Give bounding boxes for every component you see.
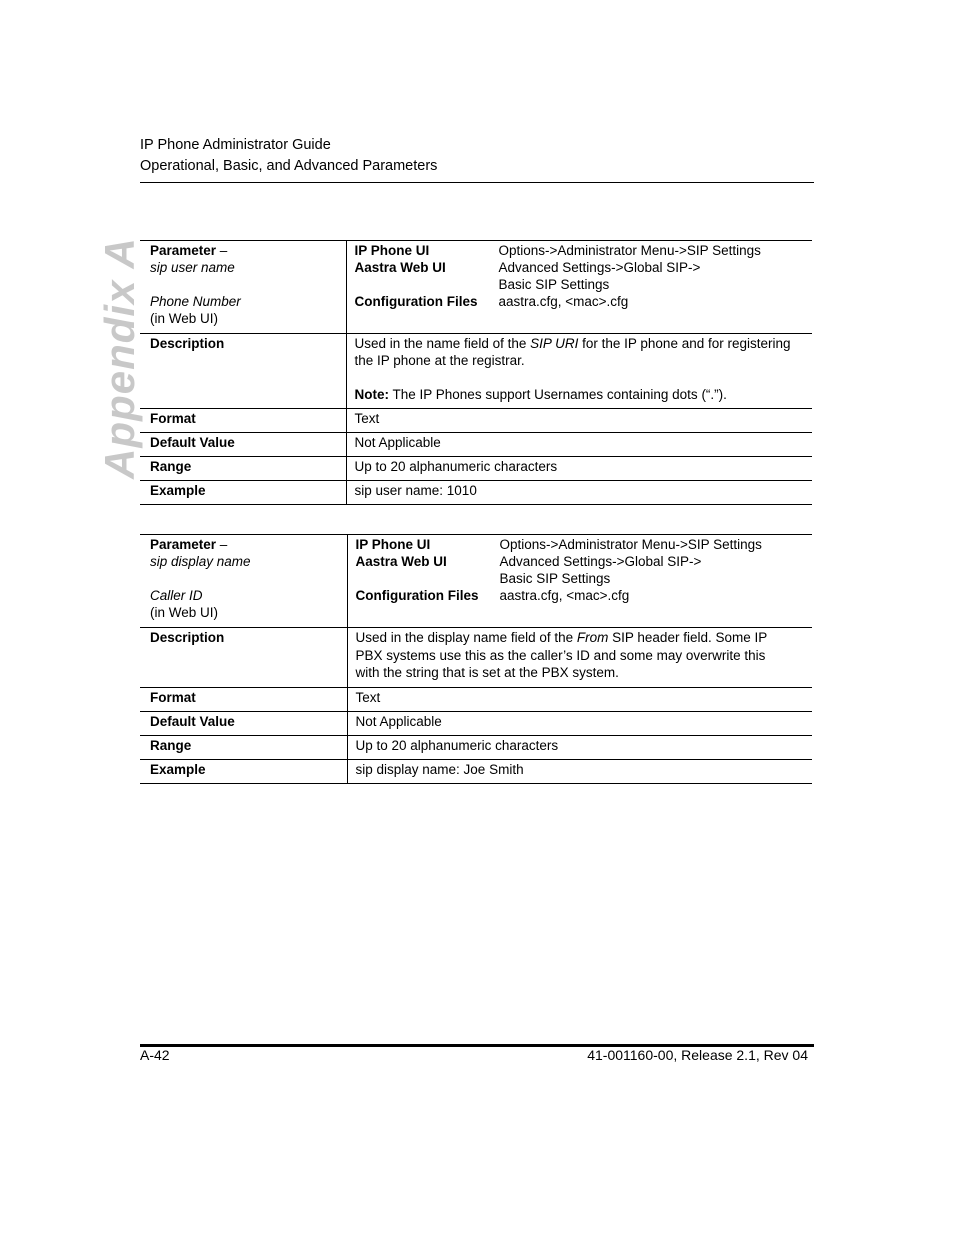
description-cell [347, 628, 812, 688]
table-row-parameter [140, 241, 812, 334]
example-value: sip display name: Joe Smith [347, 759, 812, 783]
description-label: Description [140, 334, 346, 409]
default-value-value: Not Applicable [346, 433, 812, 457]
aastra-web-ui-label: Aastra Web UI [355, 554, 447, 569]
aastra-web-ui-path: Advanced Settings->Global SIP-> [499, 554, 702, 569]
table-row-example [140, 481, 812, 505]
range-label: Range [140, 457, 346, 481]
parameter-label: Parameter [150, 537, 217, 552]
configuration-files-label: Configuration Files [355, 588, 479, 603]
aastra-web-ui-path-cont: Basic SIP Settings [498, 277, 610, 292]
web-ui-name: Caller ID [150, 588, 203, 603]
ip-phone-ui-label: IP Phone UI [354, 243, 430, 258]
table-row-range [140, 735, 812, 759]
format-value: Text [347, 687, 812, 711]
table-row-description [140, 628, 812, 688]
table-row-default-value [140, 711, 812, 735]
parameter-name: sip user name [150, 260, 235, 275]
default-value-label: Default Value [140, 433, 346, 457]
ip-phone-ui-path: Options->Administrator Menu->SIP Settings [499, 537, 762, 552]
ip-phone-ui-label: IP Phone UI [355, 537, 431, 552]
parameter-name: sip display name [150, 554, 251, 569]
table-row-range [140, 457, 812, 481]
default-value-value: Not Applicable [347, 711, 812, 735]
parameter-dash: – [216, 537, 228, 552]
table-row-parameter [140, 535, 812, 628]
header-title: IP Phone Administrator Guide [140, 137, 331, 153]
parameter-table-sip-user-name [140, 240, 812, 505]
table-row-format [140, 409, 812, 433]
range-label: Range [140, 735, 347, 759]
default-value-label: Default Value [140, 711, 347, 735]
page-number: A-42 [140, 1047, 170, 1063]
table-row-default-value [140, 433, 812, 457]
aastra-web-ui-path: Advanced Settings->Global SIP-> [498, 260, 701, 275]
location-cell [347, 535, 812, 628]
web-ui-suffix: (in Web UI) [150, 605, 219, 620]
format-label: Format [140, 687, 347, 711]
description-note: Note: The IP Phones support Usernames containing dots (“.”). [354, 387, 727, 402]
location-cell [346, 241, 812, 334]
table-row-description [140, 334, 812, 409]
parameter-cell [140, 241, 346, 334]
format-value: Text [346, 409, 812, 433]
aastra-web-ui-label: Aastra Web UI [354, 260, 446, 275]
description-label: Description [140, 628, 347, 688]
aastra-web-ui-path-cont: Basic SIP Settings [499, 571, 611, 586]
format-label: Format [140, 409, 346, 433]
configuration-files-value: aastra.cfg, <mac>.cfg [498, 294, 629, 309]
parameter-dash: – [216, 243, 228, 258]
web-ui-suffix: (in Web UI) [150, 311, 219, 326]
document-revision: 41-001160-00, Release 2.1, Rev 04 [587, 1047, 808, 1063]
configuration-files-value: aastra.cfg, <mac>.cfg [499, 588, 630, 603]
parameter-label: Parameter [150, 243, 217, 258]
example-value: sip user name: 1010 [346, 481, 812, 505]
ip-phone-ui-path: Options->Administrator Menu->SIP Settings [498, 243, 761, 258]
header-divider [140, 182, 814, 183]
example-label: Example [140, 481, 346, 505]
appendix-label: Appendix A [96, 236, 143, 479]
parameter-cell [140, 535, 347, 628]
description-text: Used in the name field of the SIP URI for the IP phone and for registering the IP phone at the registrar. [354, 336, 791, 368]
example-label: Example [140, 759, 347, 783]
range-value: Up to 20 alphanumeric characters [347, 735, 812, 759]
description-text: Used in the display name field of the From SIP header field. Some IP PBX systems use this as the caller’s ID and some may overwrite this with the string that is set at the PBX system. [355, 630, 767, 680]
table-row-example [140, 759, 812, 783]
description-cell [346, 334, 812, 409]
web-ui-name: Phone Number [150, 294, 241, 309]
configuration-files-label: Configuration Files [354, 294, 478, 309]
parameter-table-sip-display-name [140, 534, 812, 784]
appendix-side-tab [96, 236, 143, 479]
range-value: Up to 20 alphanumeric characters [346, 457, 812, 481]
header-subtitle: Operational, Basic, and Advanced Parameters [140, 158, 438, 174]
table-row-format [140, 687, 812, 711]
running-header [140, 135, 814, 177]
